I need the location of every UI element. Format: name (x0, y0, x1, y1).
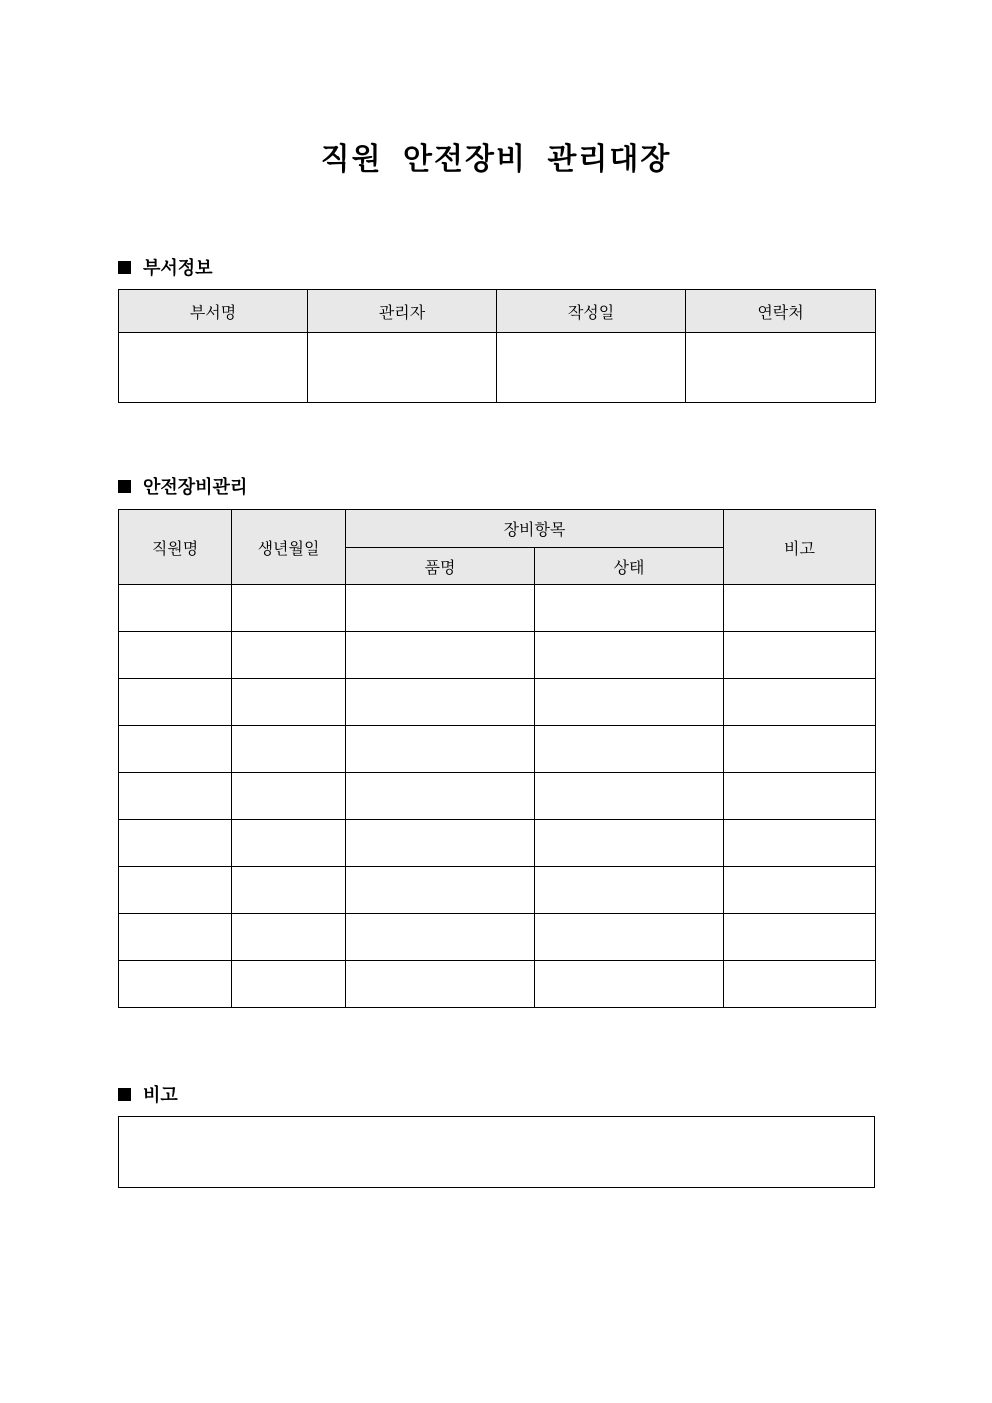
item-name-cell[interactable] (346, 867, 535, 914)
status-cell[interactable] (535, 726, 724, 773)
birth-date-cell[interactable] (232, 726, 346, 773)
birth-date-cell[interactable] (232, 820, 346, 867)
square-bullet-icon (118, 261, 131, 274)
remarks-cell[interactable] (724, 867, 876, 914)
square-bullet-icon (118, 480, 131, 493)
table-row (119, 773, 876, 820)
item-name-cell[interactable] (346, 961, 535, 1008)
notes-section-heading (118, 1081, 178, 1107)
dept-manager-cell[interactable] (308, 333, 497, 403)
item-name-cell[interactable] (346, 679, 535, 726)
col-birth-date: 생년월일 (232, 510, 346, 585)
item-name-cell[interactable] (346, 726, 535, 773)
dept-col-contact: 연락처 (686, 290, 876, 333)
employee-name-cell[interactable] (119, 867, 232, 914)
status-cell[interactable] (535, 961, 724, 1008)
status-cell[interactable] (535, 914, 724, 961)
employee-name-cell[interactable] (119, 914, 232, 961)
table-row (119, 820, 876, 867)
dept-col-name: 부서명 (119, 290, 308, 333)
item-name-cell[interactable] (346, 632, 535, 679)
col-employee-name: 직원명 (119, 510, 232, 585)
square-bullet-icon (118, 1088, 131, 1101)
birth-date-cell[interactable] (232, 773, 346, 820)
employee-name-cell[interactable] (119, 726, 232, 773)
dept-col-date: 작성일 (497, 290, 686, 333)
table-row (119, 867, 876, 914)
equipment-table-body (119, 585, 876, 1008)
birth-date-cell[interactable] (232, 632, 346, 679)
employee-name-cell[interactable] (119, 820, 232, 867)
col-equipment-group: 장비항목 (346, 510, 724, 548)
remarks-cell[interactable] (724, 679, 876, 726)
birth-date-cell[interactable] (232, 961, 346, 1008)
dept-section-heading (118, 254, 213, 280)
equipment-section-title: 안전장비관리 (143, 477, 248, 498)
table-row (119, 585, 876, 632)
table-row (119, 632, 876, 679)
dept-contact-cell[interactable] (686, 333, 876, 403)
dept-date-cell[interactable] (497, 333, 686, 403)
remarks-cell[interactable] (724, 632, 876, 679)
remarks-cell[interactable] (724, 820, 876, 867)
status-cell[interactable] (535, 679, 724, 726)
notes-box[interactable] (118, 1116, 875, 1188)
equipment-section-heading (118, 473, 247, 499)
item-name-cell[interactable] (346, 773, 535, 820)
employee-name-cell[interactable] (119, 773, 232, 820)
item-name-cell[interactable] (346, 914, 535, 961)
birth-date-cell[interactable] (232, 914, 346, 961)
birth-date-cell[interactable] (232, 679, 346, 726)
dept-col-manager: 관리자 (308, 290, 497, 333)
employee-name-cell[interactable] (119, 679, 232, 726)
status-cell[interactable] (535, 585, 724, 632)
dept-header-row (119, 290, 876, 333)
status-cell[interactable] (535, 773, 724, 820)
item-name-cell[interactable] (346, 820, 535, 867)
remarks-cell[interactable] (724, 726, 876, 773)
col-item-name: 품명 (346, 548, 535, 585)
dept-input-row (119, 333, 876, 403)
equipment-table (118, 509, 876, 1008)
col-remarks: 비고 (724, 510, 876, 585)
table-row (119, 726, 876, 773)
col-status: 상태 (535, 548, 724, 585)
dept-name-cell[interactable] (119, 333, 308, 403)
remarks-cell[interactable] (724, 585, 876, 632)
employee-name-cell[interactable] (119, 585, 232, 632)
table-row (119, 679, 876, 726)
item-name-cell[interactable] (346, 585, 535, 632)
remarks-cell[interactable] (724, 914, 876, 961)
remarks-cell[interactable] (724, 961, 876, 1008)
status-cell[interactable] (535, 867, 724, 914)
equipment-header-row (119, 510, 876, 548)
birth-date-cell[interactable] (232, 585, 346, 632)
table-row (119, 961, 876, 1008)
status-cell[interactable] (535, 632, 724, 679)
dept-section-title: 부서정보 (143, 258, 213, 279)
table-row (119, 914, 876, 961)
birth-date-cell[interactable] (232, 867, 346, 914)
dept-info-table (118, 289, 876, 403)
page-title: 직원 안전장비 관리대장 (320, 142, 672, 177)
employee-name-cell[interactable] (119, 632, 232, 679)
status-cell[interactable] (535, 820, 724, 867)
remarks-cell[interactable] (724, 773, 876, 820)
employee-name-cell[interactable] (119, 961, 232, 1008)
notes-section-title: 비고 (143, 1085, 178, 1106)
